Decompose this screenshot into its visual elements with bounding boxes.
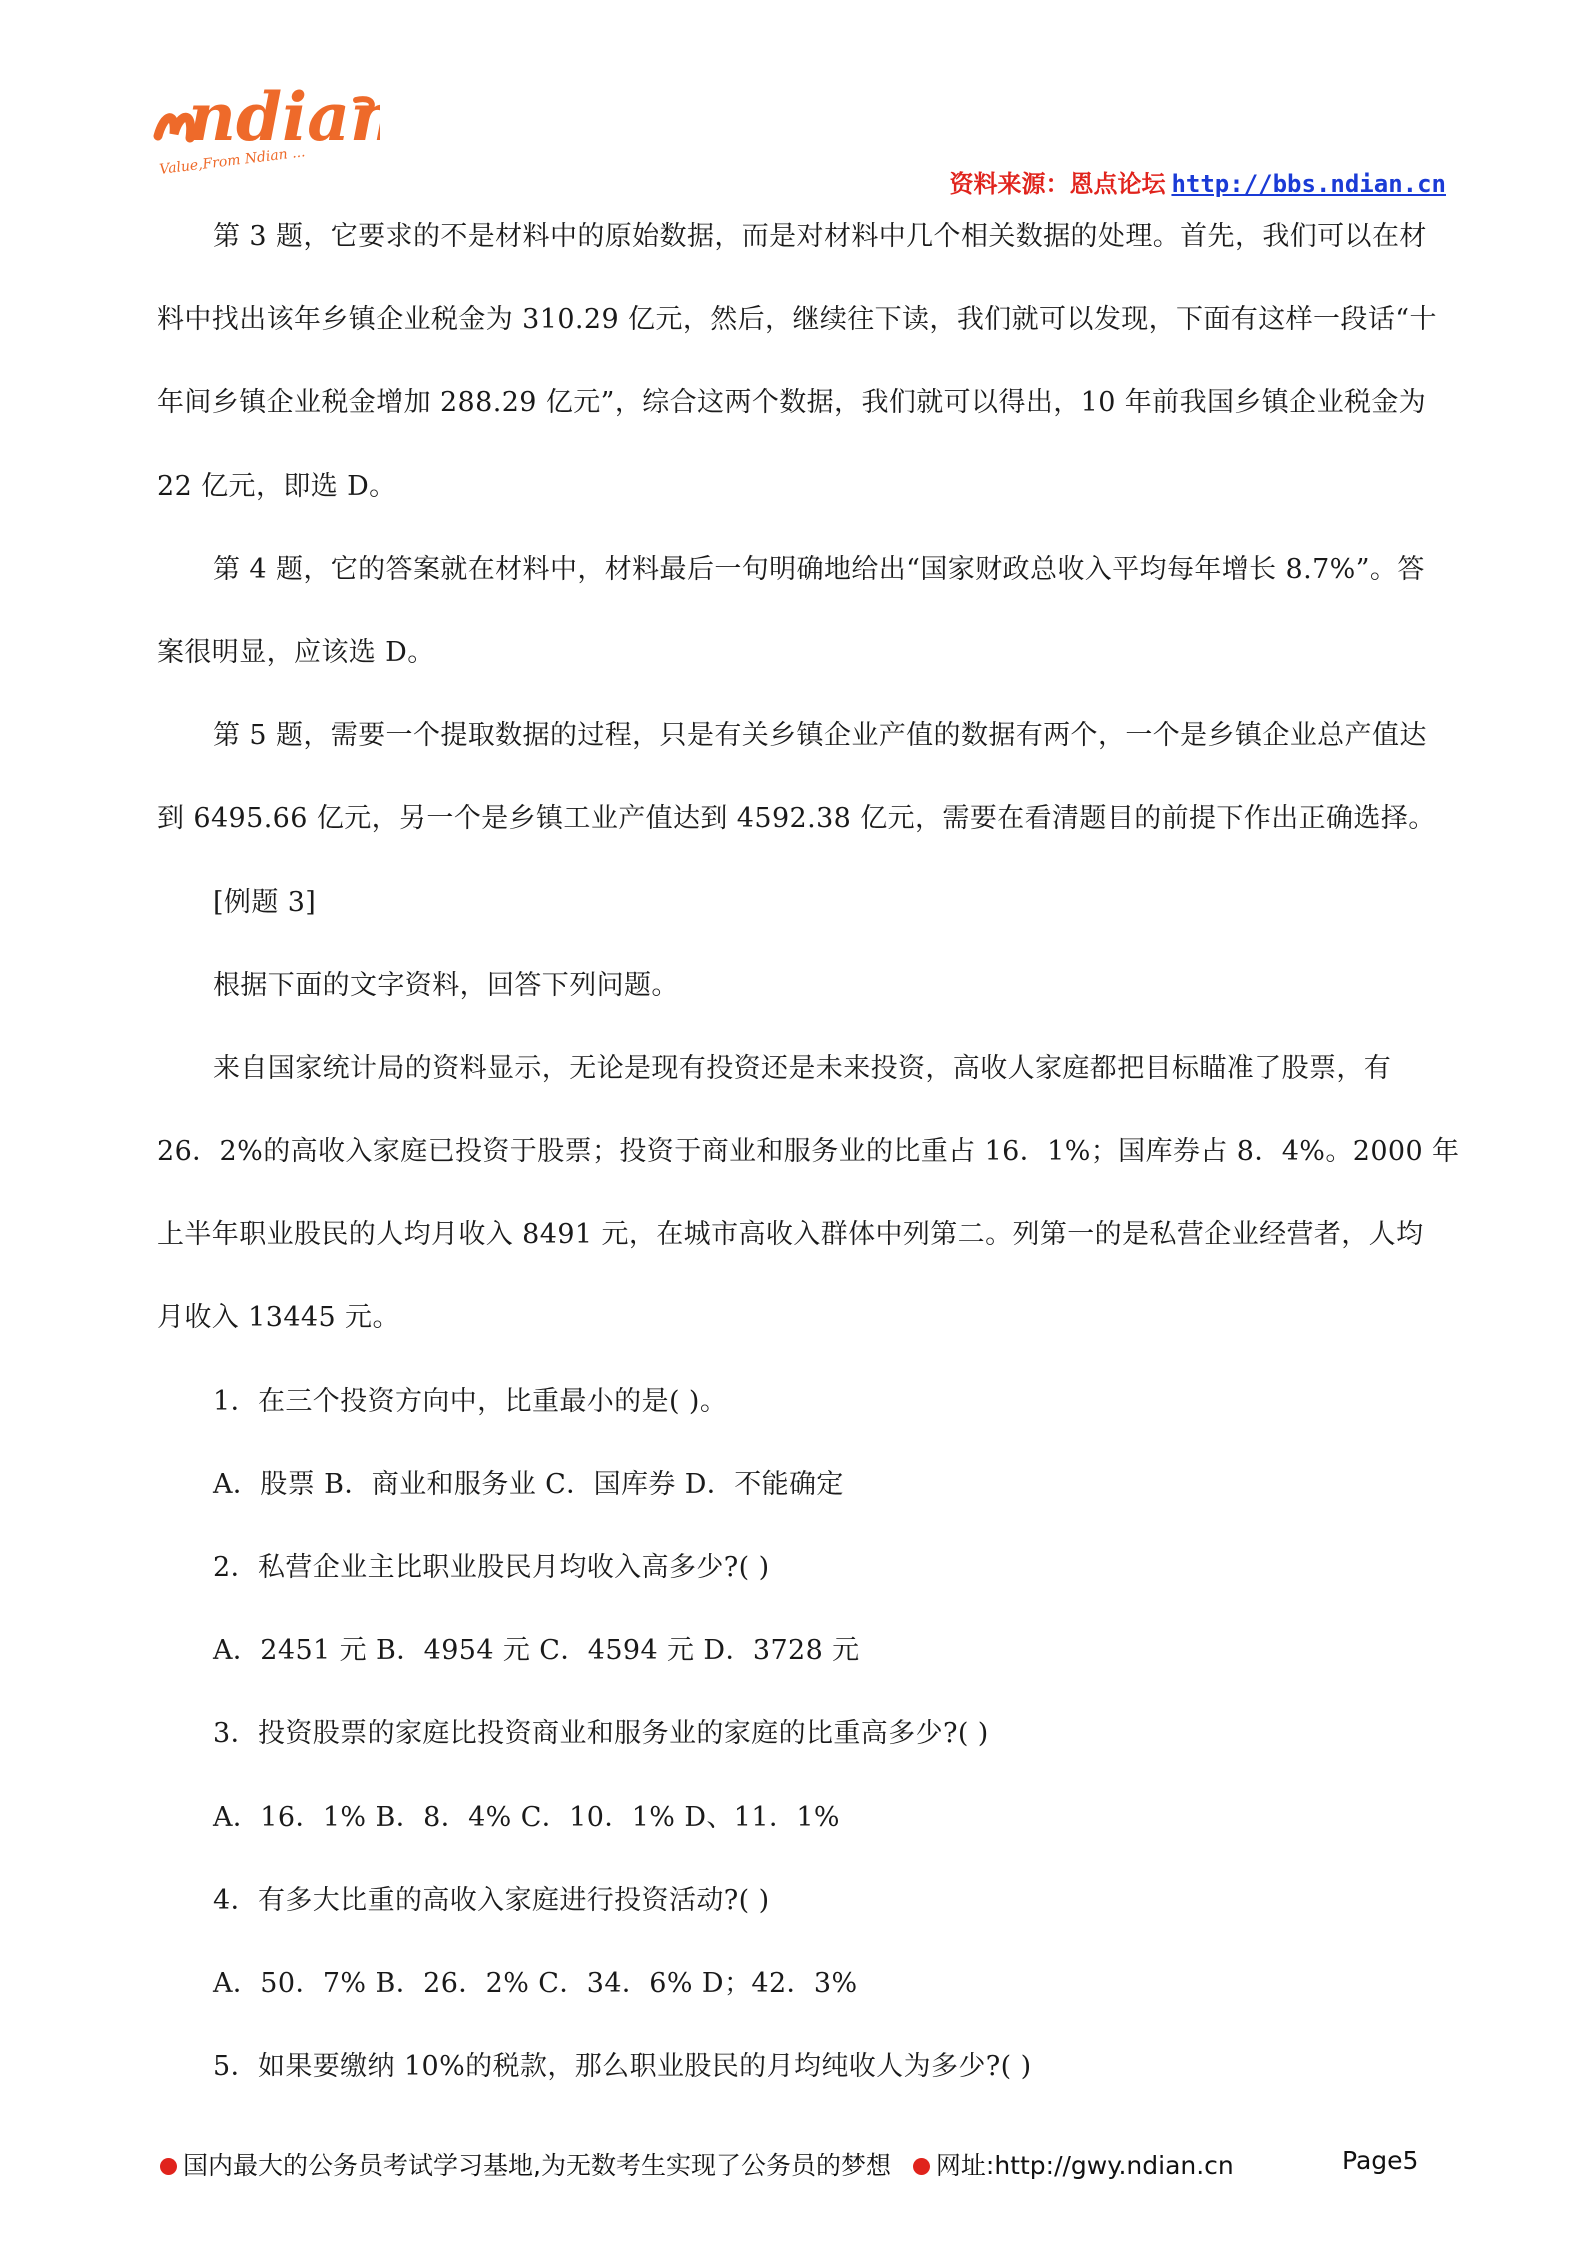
source-link[interactable]: http://bbs.ndian.cn — [1171, 170, 1446, 198]
logo-wordmark: ndian — [188, 78, 380, 156]
footer-site-block — [913, 2146, 1234, 2182]
text-line: 4．有多大比重的高收入家庭进行投资活动?( ) — [213, 1884, 770, 1916]
text-line: 月收入 13445 元。 — [157, 1302, 400, 1334]
page-number: Page5 — [1342, 2146, 1419, 2175]
text-line: 1．在三个投资方向中，比重最小的是( )。 — [213, 1385, 728, 1417]
text-line: 上半年职业股民的人均月收入 8491 元，在城市高收入群体中列第二。列第一的是私营企业经营者，人均 — [157, 1219, 1424, 1251]
footer-site-link[interactable]: 网址:http://gwy.ndian.cn — [935, 2151, 1234, 2180]
text-line: 案很明显，应该选 D。 — [157, 636, 435, 668]
text-line: 根据下面的文字资料，回答下列问题。 — [213, 969, 679, 1001]
footer-slogan: 国内最大的公务员考试学习基地,为无数考生实现了公务员的梦想 — [183, 2151, 891, 2180]
text-line: 26．2%的高收入家庭已投资于股票；投资于商业和服务业的比重占 16．1%；国库券占 8．4%。2000 年 — [157, 1136, 1460, 1168]
text-line: 5．如果要缴纳 10%的税款，那么职业股民的月均纯收人为多少?( ) — [213, 2051, 1032, 2083]
text-line: 料中找出该年乡镇企业税金为 310.29 亿元，然后，继续往下读，我们就可以发现，下面有这样一段话“十 — [157, 304, 1437, 336]
ndian-logo — [150, 62, 380, 182]
text-line: 3．投资股票的家庭比投资商业和服务业的家庭的比重高多少?( ) — [213, 1718, 989, 1750]
text-line: 来自国家统计局的资料显示，无论是现有投资还是未来投资，高收人家庭都把目标瞄准了股票，有 — [213, 1052, 1392, 1084]
text-line: 2．私营企业主比职业股民月均收入高多少?( ) — [213, 1552, 770, 1583]
text-line: A．股票 B．商业和服务业 C．国库券 D．不能确定 — [213, 1468, 844, 1500]
text-line: 第 3 题，它要求的不是材料中的原始数据，而是对材料中几个相关数据的处理。首先，我们可以在材 — [213, 221, 1427, 252]
text-line: A．2451 元 B．4954 元 C．4594 元 D．3728 元 — [213, 1635, 860, 1667]
ndian-logo-icon — [150, 62, 380, 182]
logo-tagline: Value,From Ndian ... — [158, 144, 307, 178]
source-label: 资料来源：恩点论坛 — [949, 169, 1166, 198]
text-line: 第 4 题，它的答案就在材料中，材料最后一句明确地给出“国家财政总收入平均每年增长 8.7%”。答 — [213, 553, 1425, 585]
text-line: 22 亿元，即选 D。 — [157, 470, 397, 502]
document-body — [157, 212, 1460, 2125]
text-line: 年间乡镇企业税金增加 288.29 亿元”，综合这两个数据，我们就可以得出，10 年前我国乡镇企业税金为 — [157, 387, 1427, 419]
page-footer — [160, 2146, 1460, 2182]
bullet-dot-icon — [913, 2158, 930, 2175]
footer-slogan-block — [160, 2146, 891, 2182]
text-line: A．16．1% B．8．4% C．10．1% D、11．1% — [213, 1801, 840, 1833]
source-info — [949, 164, 1446, 199]
text-line: A．50．7% B．26．2% C．34．6% D；42．3% — [213, 1967, 858, 1999]
text-line: [例题 3] — [213, 886, 317, 918]
text-line: 到 6495.66 亿元，另一个是乡镇工业产值达到 4592.38 亿元，需要在看清题目的前提下作出正确选择。 — [157, 803, 1436, 835]
text-line: 第 5 题，需要一个提取数据的过程，只是有关乡镇企业产值的数据有两个，一个是乡镇企业总产值达 — [213, 720, 1427, 752]
bullet-dot-icon — [160, 2158, 177, 2175]
